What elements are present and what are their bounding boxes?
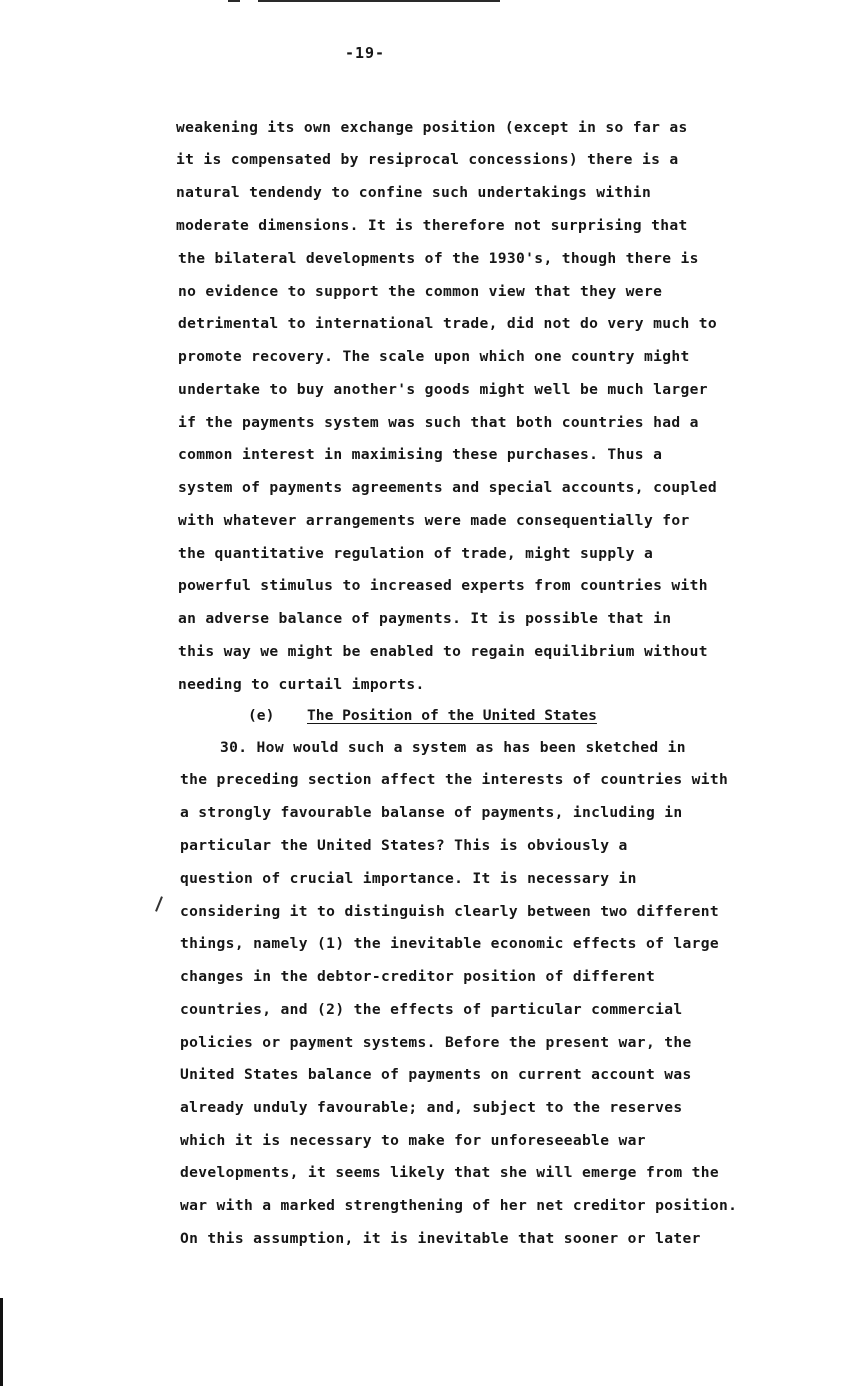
text-line: promote recovery. The scale upon which one country might	[178, 348, 690, 365]
text-line: an adverse balance of payments. It is possible that in	[178, 610, 672, 627]
text-line: United States balance of payments on current account was	[180, 1066, 692, 1083]
text-line: developments, it seems likely that she will emerge from the	[180, 1164, 720, 1181]
text-line: needing to curtail imports.	[178, 676, 425, 693]
text-line: the preceding section affect the interests of countries with	[180, 771, 729, 788]
text-line: detrimental to international trade, did not do very much to	[178, 315, 718, 332]
text-line: particular the United States? This is obviously a	[180, 837, 628, 854]
text-line: countries, and (2) the effects of particular commercial	[180, 1001, 683, 1018]
text-line: no evidence to support the common view that they were	[178, 283, 663, 300]
text-line: a strongly favourable balanse of payments, including in	[180, 804, 683, 821]
text-line: On this assumption, it is inevitable that sooner or later	[180, 1230, 701, 1247]
page-edge-mark	[0, 1298, 3, 1386]
top-edge-rule	[228, 0, 240, 2]
text-line: which it is necessary to make for unforeseeable war	[180, 1132, 646, 1149]
text-line: changes in the debtor-creditor position of different	[180, 968, 656, 985]
text-line: natural tendendy to confine such undertakings within	[176, 184, 652, 201]
text-line: policies or payment systems. Before the present war, the	[180, 1034, 692, 1051]
text-line: this way we might be enabled to regain equilibrium without	[178, 643, 708, 660]
text-line: it is compensated by resiprocal concessions) there is a	[176, 151, 679, 168]
top-edge-rule	[258, 0, 500, 2]
text-line: common interest in maximising these purchases. Thus a	[178, 446, 663, 463]
text-line: question of crucial importance. It is necessary in	[180, 870, 637, 887]
text-line: already unduly favourable; and, subject to the reserves	[180, 1099, 683, 1116]
text-line: if the payments system was such that both countries had a	[178, 414, 699, 431]
text-line: war with a marked strengthening of her net creditor position.	[180, 1197, 738, 1214]
text-line: moderate dimensions. It is therefore not surprising that	[176, 217, 688, 234]
text-line: the quantitative regulation of trade, might supply a	[178, 545, 654, 562]
page-number: -19-	[344, 44, 386, 62]
text-line: with whatever arrangements were made consequentially for	[178, 512, 690, 529]
text-line: things, namely (1) the inevitable economic effects of large	[180, 935, 720, 952]
text-line: considering it to distinguish clearly between two different	[180, 903, 720, 920]
section-marker: (e)	[248, 707, 275, 724]
section-title: The Position of the United States	[307, 707, 597, 724]
margin-pencil-mark	[155, 896, 163, 912]
text-line: undertake to buy another's goods might well be much larger	[178, 381, 708, 398]
text-line: system of payments agreements and special accounts, coupled	[178, 479, 718, 496]
text-line: the bilateral developments of the 1930's, though there is	[178, 250, 699, 267]
text-line: 30. How would such a system as has been sketched in	[220, 739, 686, 756]
text-line: powerful stimulus to increased experts from countries with	[178, 577, 708, 594]
text-line: weakening its own exchange position (except in so far as	[176, 119, 688, 136]
